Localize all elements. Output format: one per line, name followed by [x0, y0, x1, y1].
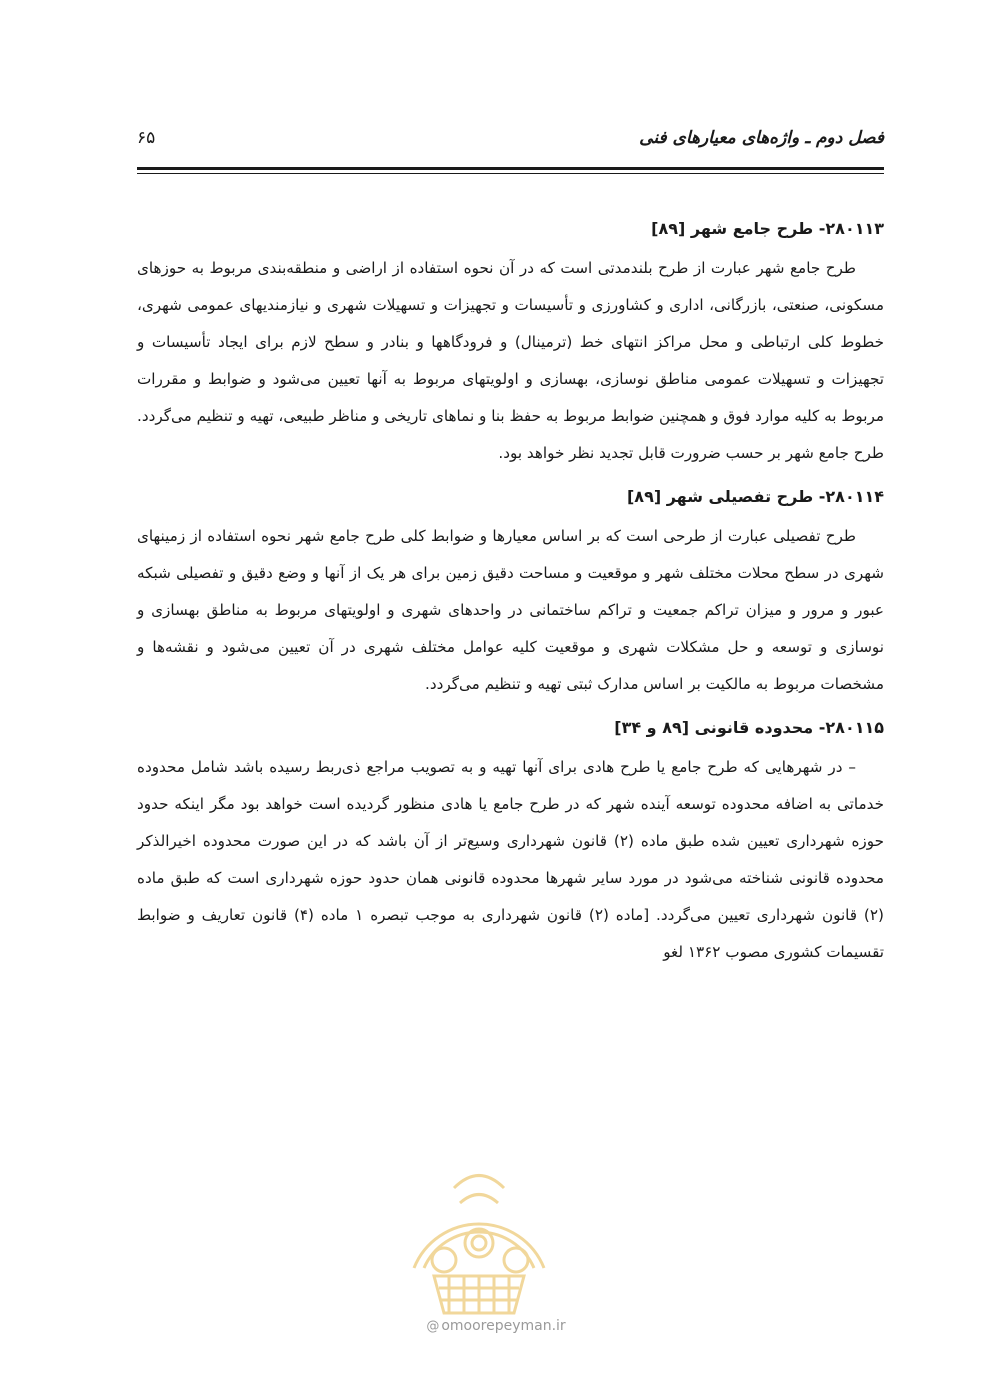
- section-master-plan: [137, 212, 884, 472]
- site-url: omoorepeyman.ir: [441, 1318, 566, 1334]
- section-body: طرح تفصیلی عبارت از طرحی است که بر اساس معیارها و ضوابط کلی طرح جامع شهر نحوه استفاده از زمینهای شهری در سطح محلات مختلف شهر و موقعیت و مساحت دقیق زمین برای هر یک از آنها و وضع دقیق و تفصیلی شبکه عبور و مرور و میزان تراکم جمعیت و تراکم ساختمانی در واحدهای شهری و اولویتهای مربوط به مناطق بهسازی و نوسازی و توسعه و حل مشکلات شهری و موقعیت کلیه عوامل مختلف شهری در آن تعیین می‌شود و نقشه‌ها و مشخصات مربوط به مالکیت بر اساس مدارک ثبتی تهیه و تنظیم می‌گردد.: [137, 527, 884, 693]
- section-detailed-plan: [137, 480, 884, 703]
- section-legal-boundary: [137, 711, 884, 971]
- section-body: طرح جامع شهر عبارت از طرح بلندمدتی است که در آن نحوه استفاده از اراضی و منطقه‌بندی مربوط به حوزهای مسکونی، صنعتی، بازرگانی، اداری و کشاورزی و تأسیسات و تجهیزات و تسهیلات شهری و نیازمندیهای عمومی شهری، خطوط کلی ارتباطی و محل مراکز انتهای خط (ترمینال) و فرودگاهها و بنادر و سطح لازم برای ایجاد تأسیسات و تجهیزات و تسهیلات عمومی مناطق نوسازی، بهسازی و اولویتهای مربوط به آنها تعیین می‌شود و ضوابط و مقررات مربوط به کلیه موارد فوق و همچنین ضوابط مربوط به حفظ بنا و نماهای تاریخی و مناظر طبیعی، تهیه و تنظیم می‌گردد. طرح جامع شهر بر حسب ضرورت قابل تجدید نظر خواهد بود.: [137, 259, 884, 462]
- section-heading: ۲۸۰۱۱۴- طرح تفصیلی شهر [۸۹]: [626, 487, 884, 506]
- page-number: ۶۵: [137, 128, 156, 148]
- page-content: [137, 212, 884, 971]
- watermark-seal-icon: [394, 1148, 564, 1318]
- site-watermark: [0, 1318, 992, 1334]
- at-icon: @: [426, 1319, 440, 1334]
- header-rule-thin: [137, 173, 884, 174]
- chapter-title: فصل دوم ـ واژه‌های معیارهای فنی: [639, 128, 884, 148]
- section-heading: ۲۸۰۱۱۳- طرح جامع شهر [۸۹]: [651, 219, 884, 238]
- section-body: – در شهرهایی که طرح جامع یا طرح هادی برای آنها تهیه و به تصویب مراجع ذی‌ربط رسیده باشد شامل محدوده خدماتی به اضافه محدوده توسعه آینده شهر که در طرح جامع یا هادی منظور گردیده است خواهد بود مگر اینکه حدود حوزه شهرداری تعیین شده طبق ماده (۲) قانون شهرداری وسیع‌تر از آن باشد که در این صورت محدوده اخیرالذکر محدوده قانونی شناخته می‌شود در مورد سایر شهرها محدوده قانونی همان حدود حوزه شهرداری است که طبق ماده (۲) قانون شهرداری تعیین می‌گردد. [ماده (۲) قانون شهرداری به موجب تبصره ۱ ماده (۴) قانون تعاریف و ضوابط تقسیمات کشوری مصوب ۱۳۶۲ لغو: [137, 758, 884, 961]
- section-heading: ۲۸۰۱۱۵- محدوده قانونی [۸۹ و ۳۴]: [614, 718, 884, 737]
- page-header: [137, 128, 884, 160]
- header-rule-thick: [137, 167, 884, 170]
